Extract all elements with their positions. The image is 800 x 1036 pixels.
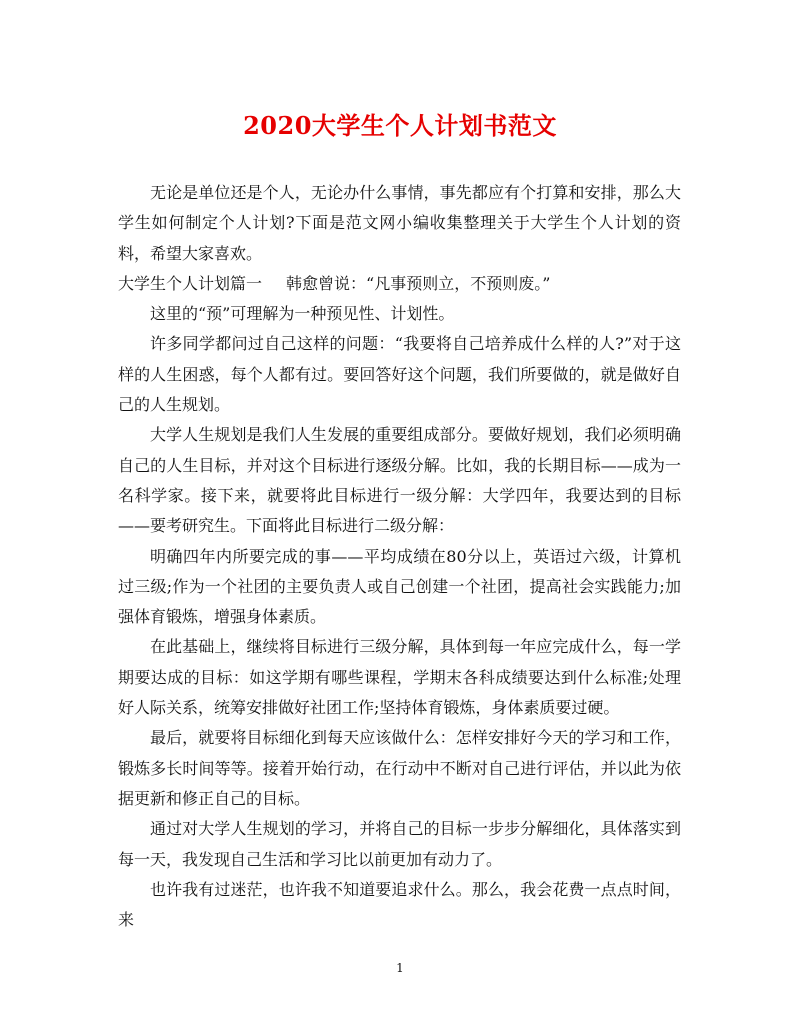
paragraph: 最后，就要将目标细化到每天应该做什么：怎样安排好今天的学习和工作，锻炼多长时间等等。接着开始行动，在行动中不断对自己进行评估，并以此为依据更新和修正自己的目标。 — [118, 728, 681, 808]
section-quote: 韩愈曾说：“凡事预则立，不预则废。” — [286, 273, 551, 293]
paragraph-intro: 无论是单位还是个人，无论办什么事情，事先都应有个打算和安排，那么大学生如何制定个人计划?下面是范文网小编收集整理关于大学生个人计划的资料，希望大家喜欢。 — [118, 183, 681, 263]
paragraph: 明确四年内所要完成的事——平均成绩在80分以上，英语过六级，计算机过三级;作为一个社团的主要负责人或自己创建一个社团，提高社会实践能力;加强体育锻炼，增强身体素质。 — [118, 546, 681, 627]
section-line — [118, 269, 681, 299]
paragraph: 在此基础上，继续将目标进行三级分解，具体到每一年应完成什么，每一学期要达成的目标：如这学期有哪些课程，学期末各科成绩要达到什么标准;处理好人际关系，统筹安排做好社团工作;坚持体育锻炼，身体素质要过硬。 — [118, 637, 681, 718]
document-title: 2020大学生个人计划书范文 — [243, 111, 557, 140]
paragraph: 也许我有过迷茫，也许我不知道要追求什么。那么，我会花费一点点时间，来 — [118, 879, 681, 930]
paragraph: 许多同学都问过自己这样的问题：“我要将自己培养成什么样的人?”对于这样的人生困惑，每个人都有过。要回答好这个问题，我们所要做的，就是做好自己的人生规划。 — [118, 334, 681, 415]
paragraph: 大学人生规划是我们人生发展的重要组成部分。要做好规划，我们必须明确自己的人生目标，并对这个目标进行逐级分解。比如，我的长期目标——成为一名科学家。接下来，就要将此目标进行一级分解：大学四年，我要达到的目标——要考研究生。下面将此目标进行二级分解： — [118, 425, 681, 536]
section-heading: 大学生个人计划篇一 — [118, 273, 263, 293]
page-number: 1 — [396, 961, 404, 975]
paragraph: 这里的“预”可理解为一种预见性、计划性。 — [150, 304, 455, 324]
document-body — [118, 178, 681, 935]
paragraph: 通过对大学人生规划的学习，并将自己的目标一步步分解细化，具体落实到每一天，我发现自己生活和学习比以前更加有动力了。 — [118, 819, 681, 869]
